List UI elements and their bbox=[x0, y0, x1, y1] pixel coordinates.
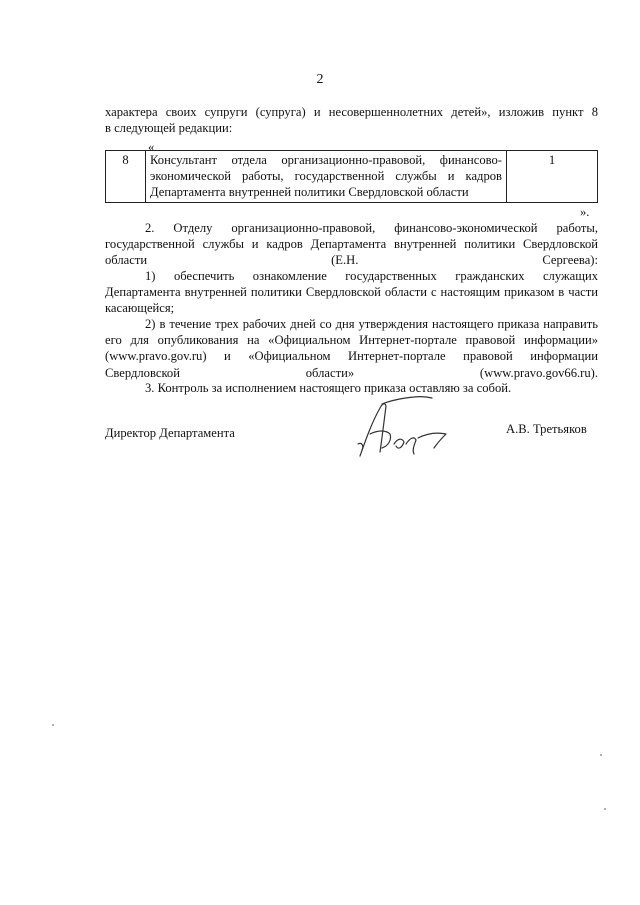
scan-speck bbox=[604, 808, 606, 810]
amendment-table bbox=[105, 150, 598, 203]
item-2-2-paragraph: 2) в течение трех рабочих дней со дня утверждения настоящего приказа направить его для опубликования на «Официальном Интернет-портале правовой информации» (www.pravo.gov.ru) и «Официальном Интернет-портале правовой информации Свердловской области» (www.pravo.gov66.ru). bbox=[105, 317, 598, 380]
intro-line-2: в следующей редакции: bbox=[105, 121, 233, 135]
opening-quote: « bbox=[148, 140, 155, 154]
position-count-cell: 1 bbox=[507, 151, 598, 203]
scan-speck bbox=[52, 724, 54, 726]
signatory-position: Директор Департамента bbox=[105, 426, 235, 440]
scan-speck bbox=[600, 754, 602, 756]
item-2-paragraph: 2. Отделу организационно-правовой, финансово-экономической работы, государственной службы и кадров Департамента внутренней политики Свердловской области (Е.Н. Сергеева): bbox=[105, 221, 598, 268]
closing-quote: ». bbox=[580, 205, 590, 219]
position-title-cell: Консультант отдела организационно-правовой, финансово-экономической работы, государственной службы и кадров Департамента внутренней политики Свердловской области bbox=[146, 151, 507, 203]
item-2-1-paragraph: 1) обеспечить ознакомление государственных гражданских служащих Департамента внутренней политики Свердловской области с настоящим приказом в части касающейся; bbox=[105, 269, 598, 316]
intro-line-1: характера своих супруги (супруга) и несовершеннолетних детей», изложив пункт 8 bbox=[105, 105, 598, 119]
item-3-paragraph: 3. Контроль за исполнением настоящего приказа оставляю за собой. bbox=[145, 381, 512, 395]
signatory-name: А.В. Третьяков bbox=[506, 422, 587, 436]
table-row bbox=[106, 151, 598, 203]
handwritten-signature bbox=[352, 394, 452, 466]
row-number-cell: 8 bbox=[106, 151, 146, 203]
page-number: 2 bbox=[316, 72, 324, 87]
